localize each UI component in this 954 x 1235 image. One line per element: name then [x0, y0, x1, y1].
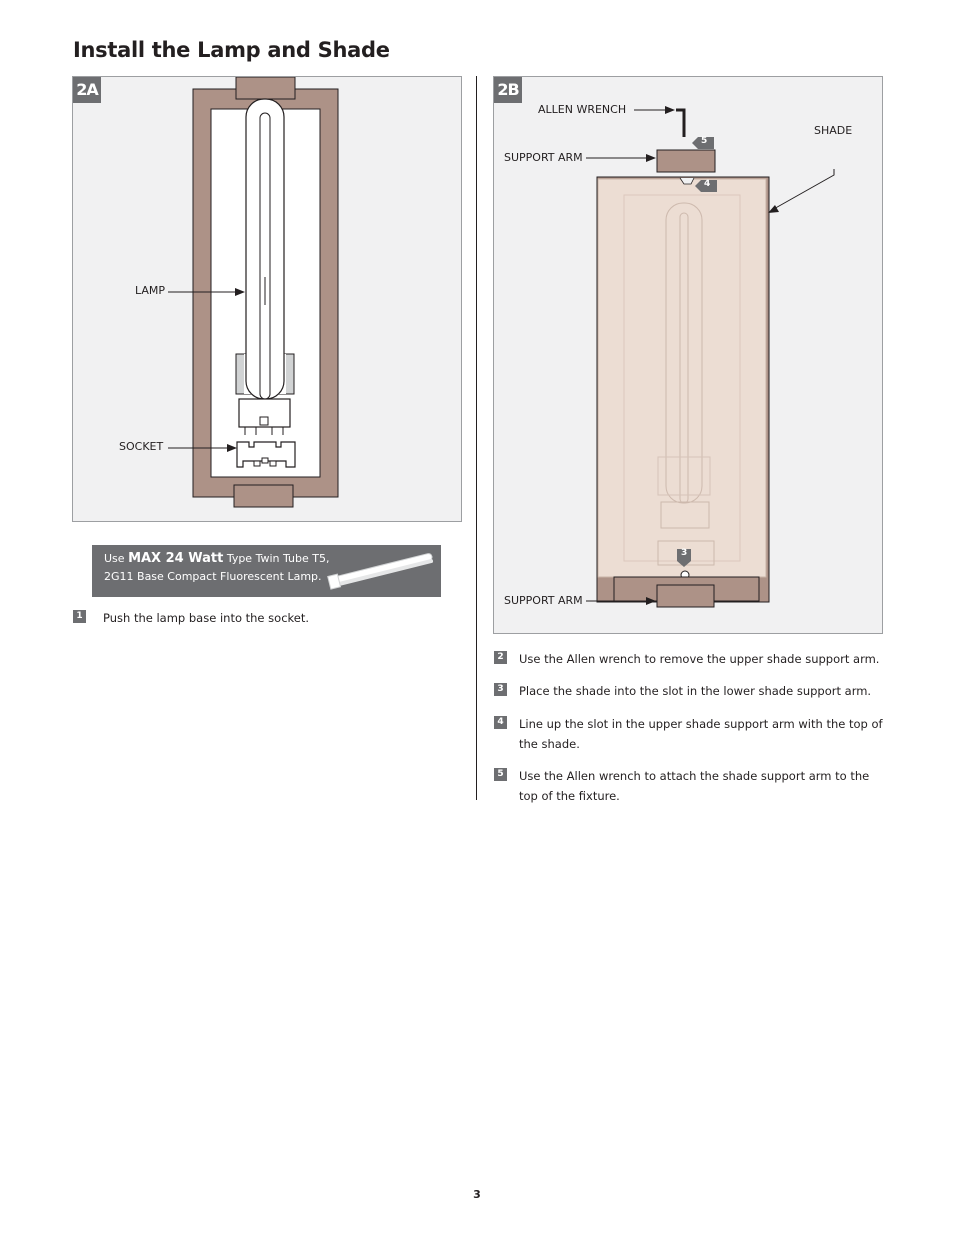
step-number: 5 [494, 768, 507, 781]
marker-4: 4 [704, 179, 711, 189]
step-number: 3 [494, 683, 507, 696]
marker-3: 3 [681, 548, 688, 558]
twin-tube-lamp-icon [326, 545, 441, 597]
socket-label: SOCKET [119, 440, 164, 453]
fixture-illustration-2a [73, 77, 461, 521]
step-number: 4 [494, 716, 507, 729]
lamp-spec-line-2: 2G11 Base Compact Fluorescent Lamp. [104, 570, 322, 583]
step-text: Use the Allen wrench to attach the shade support arm to the top of the fixture. [519, 769, 870, 803]
step-text: Use the Allen wrench to remove the upper shade support arm. [519, 652, 880, 666]
marker-5: 5 [701, 136, 708, 146]
lamp-spec-suffix: Type Twin Tube T5, [226, 552, 330, 565]
lamp-label: LAMP [135, 284, 166, 297]
step-number: 1 [73, 610, 86, 623]
support-arm-top-label: SUPPORT ARM [504, 151, 583, 164]
page-number: 3 [473, 1188, 481, 1201]
step-text: Place the shade into the slot in the lower shade support arm. [519, 684, 872, 698]
page-title: Install the Lamp and Shade [73, 38, 390, 62]
column-divider [476, 76, 477, 800]
figure-badge-2a: 2A [73, 77, 101, 103]
step-text: Line up the slot in the upper shade support arm with the top of the shade. [519, 717, 883, 751]
step-number: 2 [494, 651, 507, 664]
figure-2b [493, 76, 883, 634]
figure-2a [72, 76, 462, 522]
figure-badge-2b: 2B [494, 77, 522, 103]
allen-wrench-label: ALLEN WRENCH [538, 103, 627, 116]
support-arm-bottom-label: SUPPORT ARM [504, 594, 583, 607]
lamp-spec-line-1 [104, 551, 329, 566]
step-text: Push the lamp base into the socket. [103, 611, 310, 625]
lamp-spec-wattage: MAX 24 Watt [128, 551, 224, 566]
shade-label: SHADE [814, 124, 853, 137]
lamp-spec-box [92, 545, 441, 597]
lamp-spec-prefix: Use [104, 552, 125, 565]
